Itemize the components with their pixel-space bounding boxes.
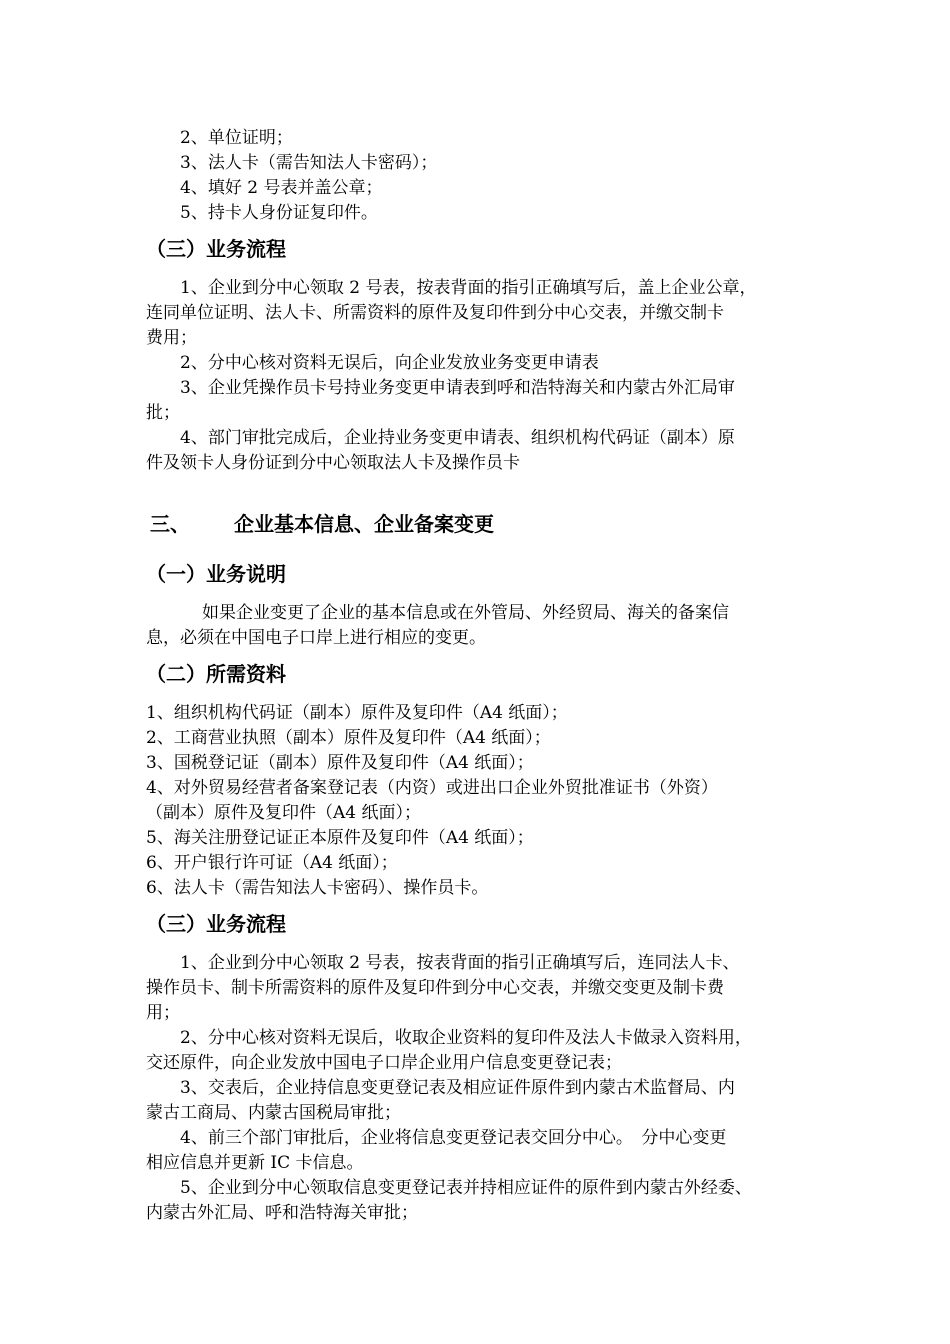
list-item: 6、开户银行许可证（A4 纸面）； <box>146 853 398 873</box>
list-item: 6、法人卡（需告知法人卡密码）、操作员卡。 <box>146 878 489 898</box>
paragraph-line: 4、部门审批完成后，企业持业务变更申请表、组织机构代码证（副本）原 <box>180 428 735 448</box>
paragraph-line: 操作员卡、制卡所需资料的原件及复印件到分中心交表，并缴交变更及制卡费 <box>146 978 724 998</box>
paragraph-line: 件及领卡人身份证到分中心领取法人卡及操作员卡 <box>146 453 520 473</box>
list-item: 2、工商营业执照（副本）原件及复印件（A4 纸面）； <box>146 728 551 748</box>
paragraph-line: 费用； <box>146 328 197 348</box>
paragraph-line: 1、企业到分中心领取 2 号表，按表背面的指引正确填写后，盖上企业公章， <box>180 278 757 298</box>
paragraph-line: 2、分中心核对资料无误后，收取企业资料的复印件及法人卡做录入资料用， <box>180 1028 752 1048</box>
section-number: 三、 <box>150 512 190 536</box>
paragraph-line: 3、交表后，企业持信息变更登记表及相应证件原件到内蒙古术监督局、内 <box>180 1078 735 1098</box>
paragraph-line: 用； <box>146 1003 180 1023</box>
paragraph-line: 息，必须在中国电子口岸上进行相应的变更。 <box>146 628 486 648</box>
list-item: 1、组织机构代码证（副本）原件及复印件（A4 纸面）； <box>146 703 568 723</box>
paragraph-line: 连同单位证明、法人卡、所需资料的原件及复印件到分中心交表，并缴交制卡 <box>146 303 724 323</box>
section-heading: （三）业务流程 <box>146 237 286 261</box>
paragraph-line: 5、企业到分中心领取信息变更登记表并持相应证件的原件到内蒙古外经委、 <box>180 1178 752 1198</box>
list-item: 3、国税登记证（副本）原件及复印件（A4 纸面）； <box>146 753 534 773</box>
paragraph-line: 如果企业变更了企业的基本信息或在外管局、外经贸局、海关的备案信 <box>202 603 729 623</box>
list-item: 5、持卡人身份证复印件。 <box>180 203 378 223</box>
section-title: 企业基本信息、企业备案变更 <box>234 512 494 536</box>
list-item: （副本）原件及复印件（A4 纸面）； <box>146 803 421 823</box>
list-item: 2、单位证明； <box>180 128 293 148</box>
list-item: 4、对外贸易经营者备案登记表（内资）或进出口企业外贸批准证书（外资） <box>146 778 718 798</box>
section-heading: （二）所需资料 <box>146 662 286 686</box>
section-heading: （一）业务说明 <box>146 562 286 586</box>
paragraph-line: 2、分中心核对资料无误后，向企业发放业务变更申请表 <box>180 353 599 373</box>
list-item: 3、法人卡（需告知法人卡密码）； <box>180 153 438 173</box>
list-item: 4、填好 2 号表并盖公章； <box>180 178 383 198</box>
paragraph-line: 1、企业到分中心领取 2 号表，按表背面的指引正确填写后，连同法人卡、 <box>180 953 740 973</box>
section-heading: （三）业务流程 <box>146 912 286 936</box>
paragraph-line: 蒙古工商局、内蒙古国税局审批； <box>146 1103 401 1123</box>
paragraph-line: 内蒙古外汇局、呼和浩特海关审批； <box>146 1203 418 1223</box>
paragraph-line: 相应信息并更新 IC 卡信息。 <box>146 1153 364 1173</box>
paragraph-line: 4、前三个部门审批后，企业将信息变更登记表交回分中心。 分中心变更 <box>180 1128 727 1148</box>
list-item: 5、海关注册登记证正本原件及复印件（A4 纸面）； <box>146 828 534 848</box>
paragraph-line: 3、企业凭操作员卡号持业务变更申请表到呼和浩特海关和内蒙古外汇局审 <box>180 378 735 398</box>
paragraph-line: 批； <box>146 403 180 423</box>
paragraph-line: 交还原件，向企业发放中国电子口岸企业用户信息变更登记表； <box>146 1053 622 1073</box>
